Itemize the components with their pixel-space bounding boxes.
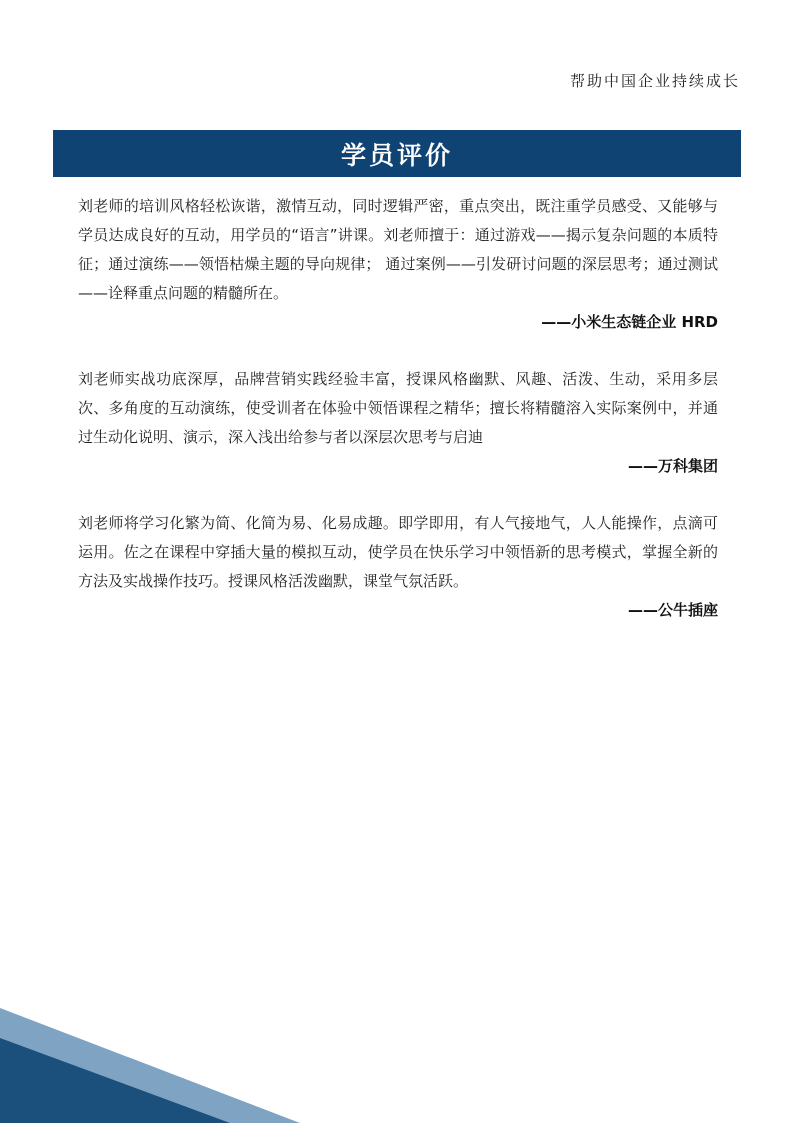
review-item [78,365,718,481]
review-list [78,192,718,625]
review-source: ——公牛插座 [627,601,718,619]
review-text: 刘老师实战功底深厚，品牌营销实践经验丰富，授课风格幽默、风趣、活泼、生动，采用多层次、多角度的互动演练，使受训者在体验中领悟课程之精华；擅长将精髓溶入实际案例中，并通过生动化说明、演示，深入浅出给参与者以深层次思考与启迪 [78,370,718,446]
section-banner [53,130,741,177]
page-tagline: 帮助中国企业持续成长 [569,72,740,90]
review-text: 刘老师将学习化繁为简、化简为易、化易成趣。即学即用，有人气接地气，人人能操作，点滴可运用。佐之在课程中穿插大量的模拟互动，使学员在快乐学习中领悟新的思考模式，掌握全新的方法及实战操作技巧。授课风格活泼幽默，课堂气氛活跃。 [78,514,718,590]
corner-decoration [0,1008,300,1123]
review-source: ——万科集团 [627,457,718,475]
review-item [78,192,718,337]
review-source: ——小米生态链企业 HRD [541,313,718,331]
review-text: 刘老师的培训风格轻松诙谐，激情互动，同时逻辑严密，重点突出，既注重学员感受、又能够与学员达成良好的互动，用学员的“语言”讲课。刘老师擅于：通过游戏——揭示复杂问题的本质特征；通过演练——领悟枯燥主题的导向规律； 通过案例——引发研讨问题的深层思考；通过测试——诠释重点问题的精髓所在。 [78,197,718,302]
section-title: 学员评价 [340,140,453,170]
review-item [78,509,718,625]
corner-stripe-dark [0,1038,230,1123]
